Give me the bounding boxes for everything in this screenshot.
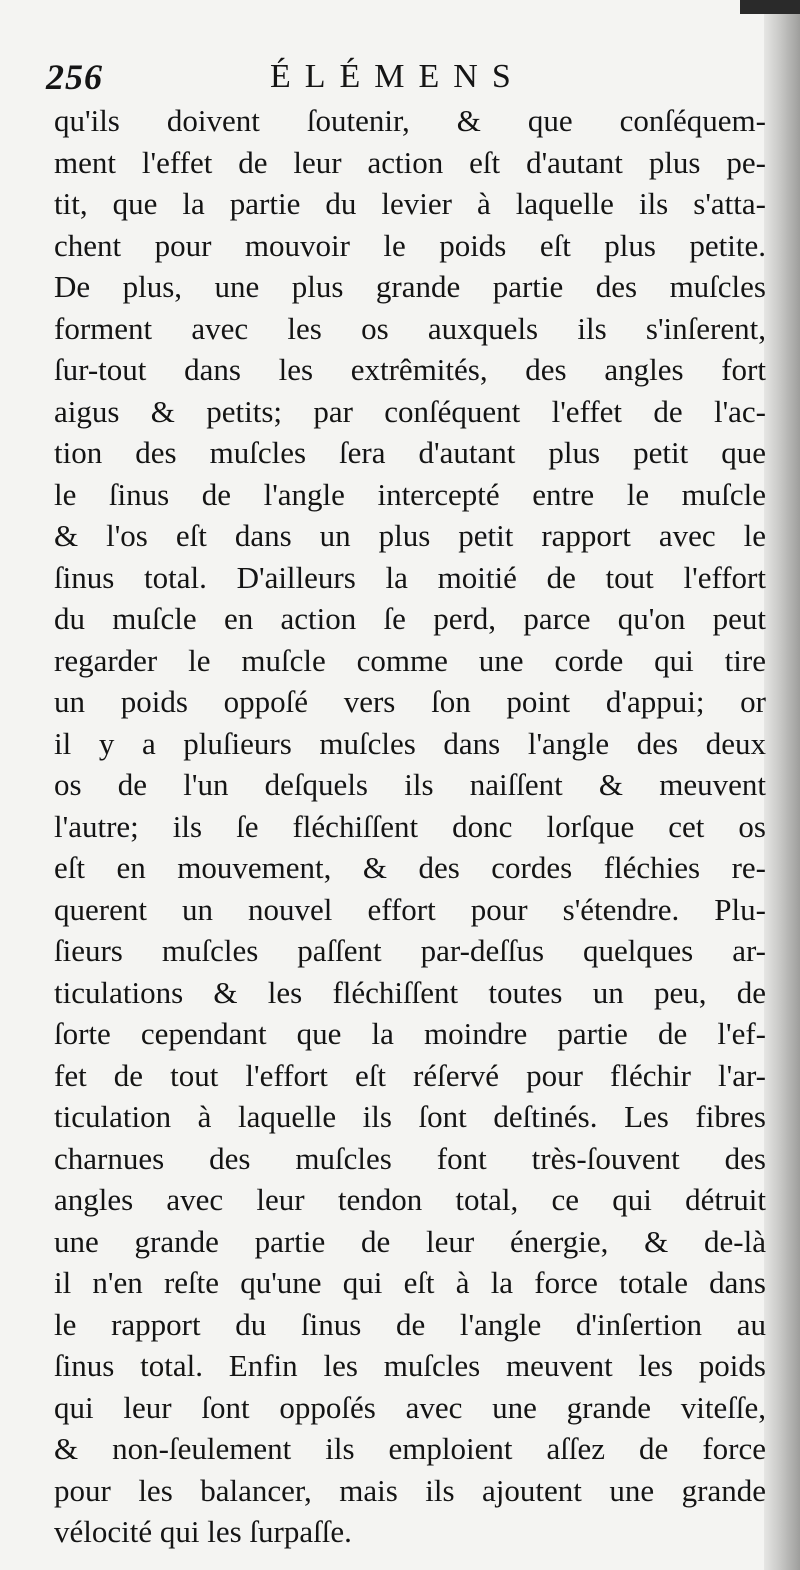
page-edge-shadow bbox=[764, 0, 800, 1570]
text-line: du muſcle en action ſe perd, parce qu'on peut bbox=[54, 601, 766, 636]
text-line: querent un nouvel effort pour s'étendre. Plu- bbox=[54, 891, 766, 927]
text-line: tit, que la partie du levier à laquelle ils s'atta- bbox=[54, 186, 766, 221]
text-line: regarder le muſcle comme une corde qui tire bbox=[54, 642, 766, 678]
page-corner-shadow bbox=[740, 0, 800, 14]
text-line: angles avec leur tendon total, ce qui détruit bbox=[54, 1182, 766, 1217]
text-line: eſt en mouvement, & des cordes fléchies re- bbox=[54, 850, 766, 885]
text-line: qui leur ſont oppoſés avec une grande viteſſe, bbox=[54, 1389, 766, 1425]
text-line: ſur-tout dans les extrêmités, des angles fort bbox=[54, 352, 766, 387]
text-line: le rapport du ſinus de l'angle d'inſertion au bbox=[54, 1306, 766, 1342]
text-line: qu'ils doivent ſoutenir, & que conſéquem- bbox=[54, 103, 766, 138]
text-line: & l'os eſt dans un plus petit rapport avec le bbox=[54, 518, 766, 553]
text-line: ſorte cependant que la moindre partie de l'ef- bbox=[54, 1016, 766, 1051]
text-line: l'autre; ils ſe fléchiſſent donc lorſque cet os bbox=[54, 808, 766, 844]
text-line: De plus, une plus grande partie des muſcles bbox=[54, 269, 766, 304]
text-line: le ſinus de l'angle intercepté entre le muſcle bbox=[54, 476, 766, 512]
text-line: ſinus total. Enfin les muſcles meuvent les poids bbox=[54, 1348, 766, 1383]
text-line: ment l'effet de leur action eſt d'autant plus pe- bbox=[54, 144, 766, 180]
text-line: ſieurs muſcles paſſent par-deſſus quelques ar- bbox=[54, 933, 766, 968]
text-line: aigus & petits; par conſéquent l'effet de l'ac- bbox=[54, 393, 766, 429]
text-line: os de l'un deſquels ils naiſſent & meuvent bbox=[54, 767, 766, 802]
text-line: & non-ſeulement ils emploient aſſez de force bbox=[54, 1431, 766, 1466]
page-header bbox=[46, 56, 526, 106]
text-line: vélocité qui les ſurpaſſe. bbox=[54, 1514, 352, 1549]
text-line: il n'en reſte qu'une qui eſt à la force totale dans bbox=[54, 1265, 766, 1300]
text-line: tion des muſcles ſera d'autant plus petit que bbox=[54, 435, 766, 470]
text-line: ſinus total. D'ailleurs la moitié de tout l'effort bbox=[54, 559, 766, 595]
text-line: une grande partie de leur énergie, & de-là bbox=[54, 1223, 766, 1259]
running-title: ÉLÉMENS bbox=[270, 58, 525, 95]
text-line: pour les balancer, mais ils ajoutent une grande bbox=[54, 1472, 766, 1508]
text-line: ticulations & les fléchiſſent toutes un peu, de bbox=[54, 974, 766, 1010]
text-line: forment avec les os auxquels ils s'inſerent, bbox=[54, 310, 766, 346]
text-line: fet de tout l'effort eſt réſervé pour fléchir l'ar- bbox=[54, 1057, 766, 1093]
page-number: 256 bbox=[46, 57, 103, 97]
text-line: un poids oppoſé vers ſon point d'appui; or bbox=[54, 684, 766, 719]
text-line: charnues des muſcles font très-ſouvent des bbox=[54, 1140, 766, 1176]
text-line: il y a pluſieurs muſcles dans l'angle des deux bbox=[54, 725, 766, 761]
text-line: ticulation à laquelle ils ſont deſtinés. Les fibres bbox=[54, 1099, 766, 1134]
text-line: chent pour mouvoir le poids eſt plus petite. bbox=[54, 227, 766, 263]
body-text bbox=[54, 100, 766, 1553]
